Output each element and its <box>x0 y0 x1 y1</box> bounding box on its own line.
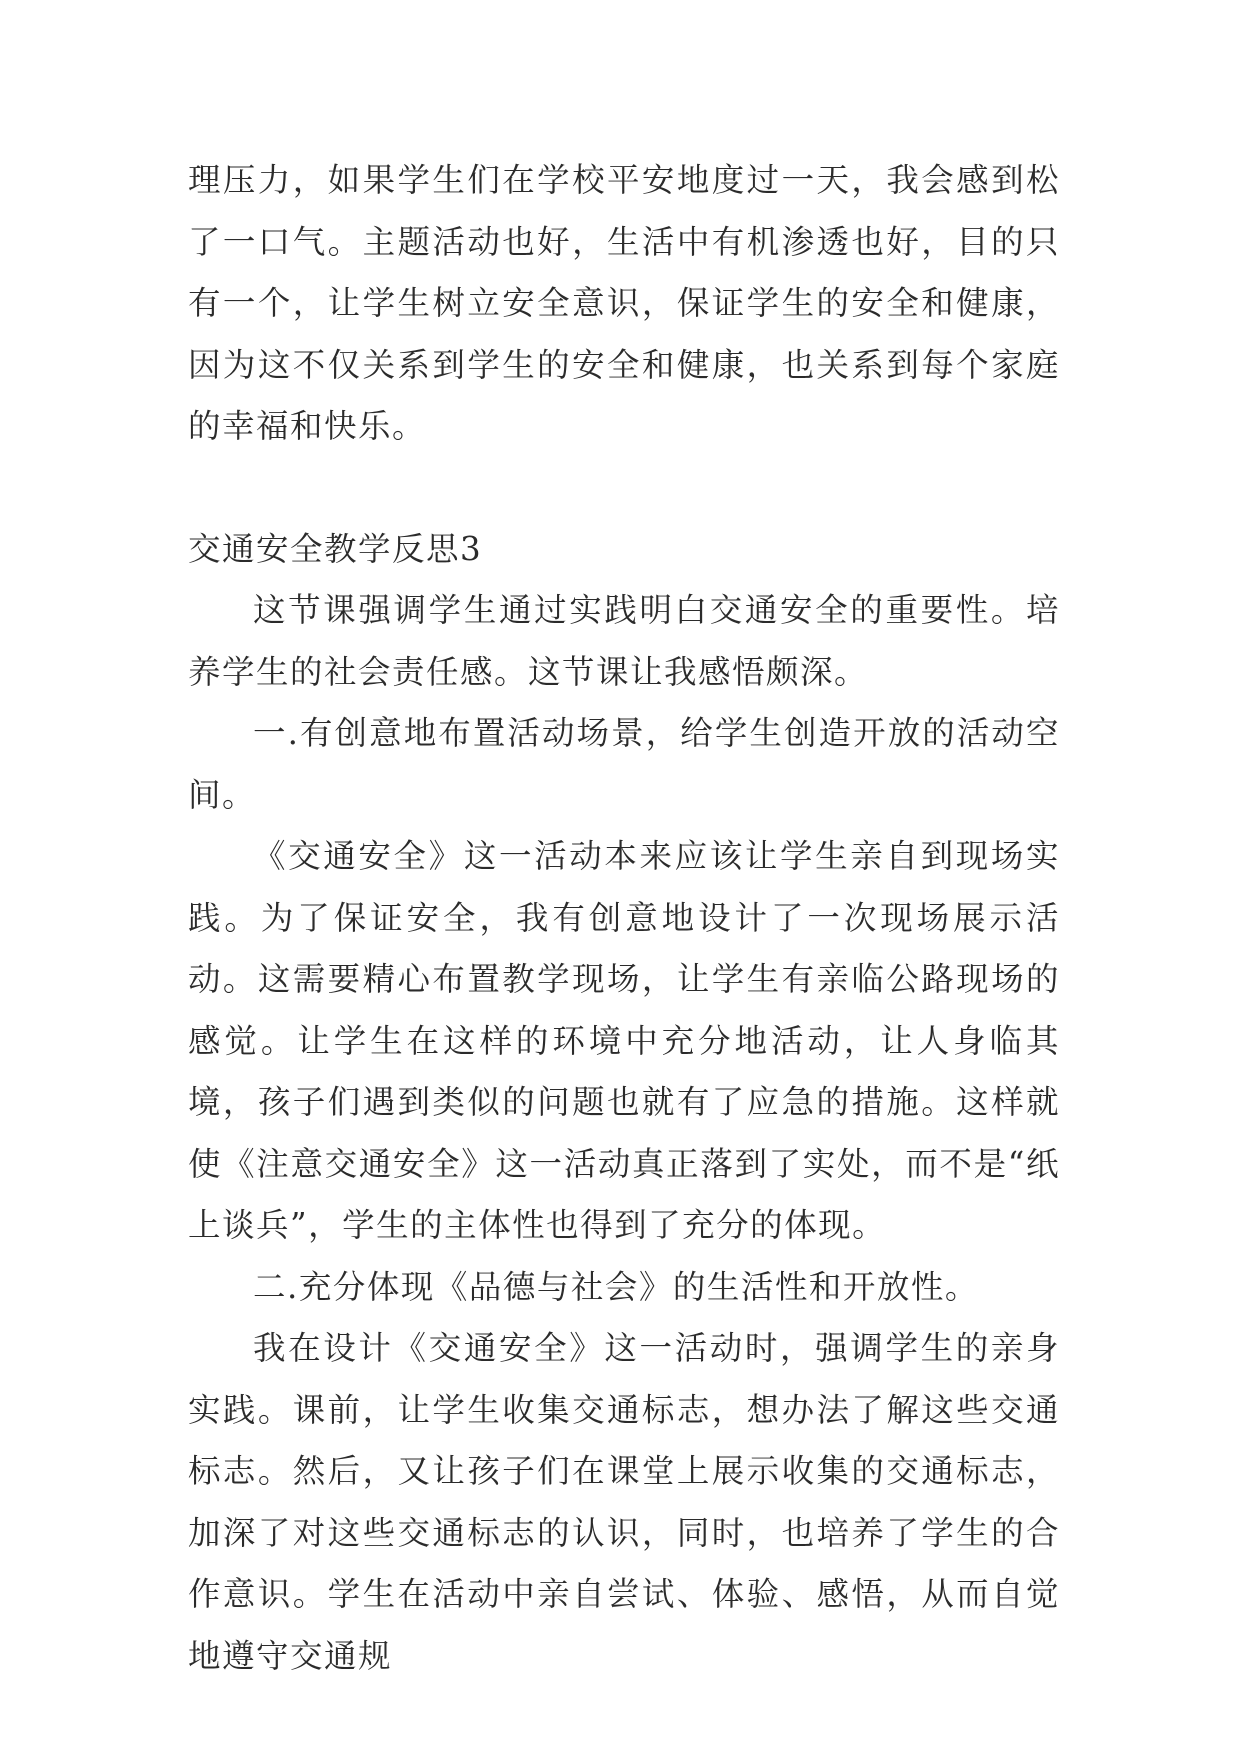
point-two-heading: 二.充分体现《品德与社会》的生活性和开放性。 <box>253 1267 979 1306</box>
paragraph-point-one: 《交通安全》这一活动本来应该让学生亲自到现场实践。为了保证安全，我有创意地设计了一次现场展示活动。这需要精心布置教学现场，让学生有亲临公路现场的感觉。让学生在这样的环境中充分地活动，让人身临其境，孩子们遇到类似的问题也就有了应急的措施。这样就使《注意交通安全》这一活动真正落到了实处，而不是“纸上谈兵”，学生的主体性也得到了充分的体现。 <box>188 837 1060 1244</box>
point-one-heading: 一.有创意地布置活动场景，给学生创造开放的活动空间。 <box>188 714 1060 814</box>
section-heading: 交通安全教学反思3 <box>188 529 483 568</box>
paragraph-continued: 理压力，如果学生们在学校平安地度过一天，我会感到松了一口气。主题活动也好，生活中有机渗透也好，目的只有一个，让学生树立安全意识，保证学生的安全和健康，因为这不仅关系到学生的安全和健康，也关系到每个家庭的幸福和快乐。 <box>188 161 1060 445</box>
paragraph-point-two: 我在设计《交通安全》这一活动时，强调学生的亲身实践。课前，让学生收集交通标志，想办法了解这些交通标志。然后，又让孩子们在课堂上展示收集的交通标志，加深了对这些交通标志的认识，同时，也培养了学生的合作意识。学生在活动中亲自尝试、体验、感悟，从而自觉地遵守交通规 <box>188 1329 1060 1675</box>
document-page <box>188 150 1060 1687</box>
paragraph-intro: 这节课强调学生通过实践明白交通安全的重要性。培养学生的社会责任感。这节课让我感悟颇深。 <box>188 591 1060 691</box>
